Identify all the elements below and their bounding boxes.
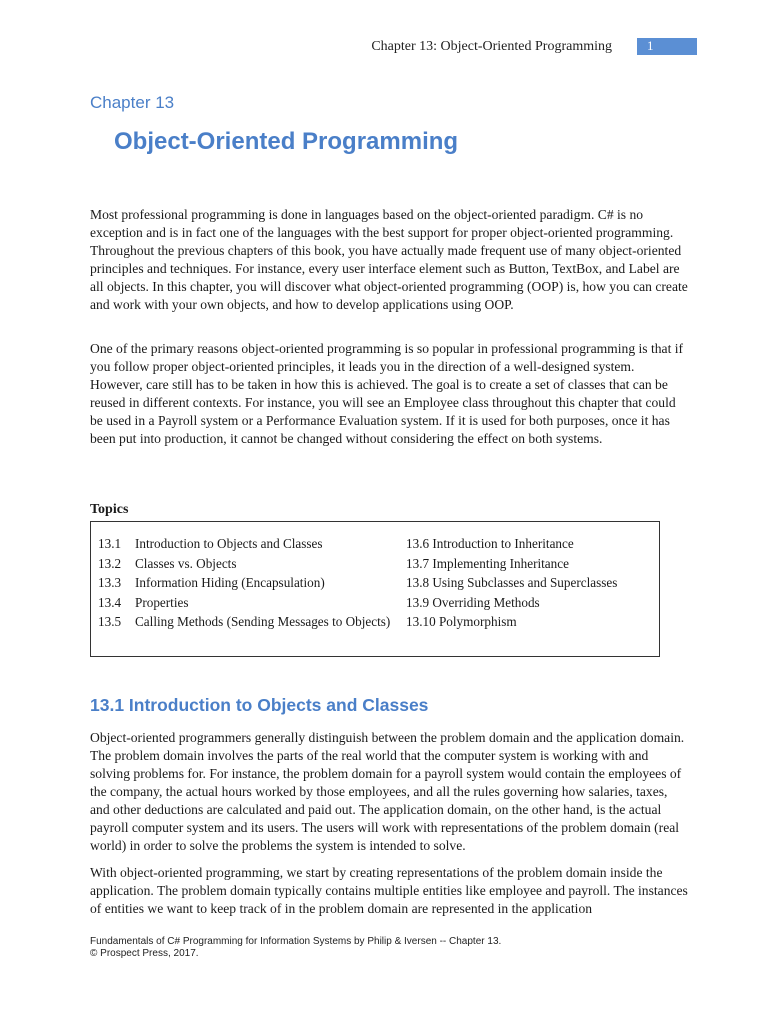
page-footer — [90, 936, 501, 960]
topic-title: Classes vs. Objects — [135, 555, 237, 571]
page-number-badge — [637, 38, 697, 55]
topic-title: Properties — [135, 594, 189, 610]
topic-title: Calling Methods (Sending Messages to Objects) — [135, 614, 391, 629]
chapter-title: Object-Oriented Programming — [114, 128, 459, 155]
topics-right-column — [406, 536, 656, 634]
topics-box — [90, 521, 660, 657]
topic-item[interactable] — [98, 595, 398, 611]
topic-item[interactable]: 13.9 Overriding Methods — [406, 594, 540, 610]
topic-number: 13.1 — [98, 536, 122, 551]
topic-item[interactable] — [98, 575, 398, 591]
topic-number: 13.2 — [98, 555, 122, 571]
running-header-title: Chapter 13: Object-Oriented Programming — [371, 39, 612, 54]
topic-item[interactable]: 13.10 Polymorphism — [406, 614, 517, 629]
topic-number: 13.5 — [98, 614, 122, 629]
page-header — [0, 37, 768, 57]
topic-number: 13.3 — [98, 575, 122, 590]
topic-item[interactable] — [98, 614, 398, 630]
topic-item[interactable]: 13.7 Implementing Inheritance — [406, 555, 569, 571]
topics-left-column — [98, 536, 398, 634]
topic-item[interactable] — [98, 536, 398, 552]
section-heading: 13.1 Introduction to Objects and Classes — [90, 695, 429, 715]
topic-item[interactable]: 13.6 Introduction to Inheritance — [406, 536, 574, 551]
topic-item[interactable] — [98, 556, 398, 572]
topics-heading: Topics — [90, 502, 129, 517]
topic-item[interactable]: 13.8 Using Subclasses and Superclasses — [406, 575, 618, 590]
chapter-label: Chapter 13 — [90, 93, 175, 112]
footer-citation: Fundamentals of C# Programming for Information Systems by Philip & Iversen -- Chapter 13. — [90, 936, 502, 947]
intro-paragraph-2: One of the primary reasons object-oriented programming is so popular in professional programming is that if you follow proper object-oriented principles, it leads you in the direction of a well-designed system. However, care still has to be taken in how this is achieved. The goal is to create a set of classes that can be reused in different contexts. For instance, you will see an Employee class throughout this chapter that could be used in a Payroll system or a Performance Evaluation system. If it is used for both purposes, once it has been put into production, it cannot be changed without considering the effect on both systems. — [90, 341, 684, 446]
topic-number: 13.4 — [98, 594, 122, 610]
section-paragraph-1: Object-oriented programmers generally distinguish between the problem domain and the application domain. The problem domain involves the parts of the real world that the computer system is working with and solving problems for. For instance, the problem domain for a payroll system would contain the employees of the company, the actual hours worked by those employees, and all the rules governing how salaries, taxes, and other deductions are calculated and paid out. The application domain, on the other hand, is the actual payroll computer system and its users. The users will work with representations of the problem domain (real world) in order to solve the problems the system is intended to solve. — [90, 730, 685, 853]
intro-paragraph-1: Most professional programming is done in languages based on the object-oriented paradigm. C# is no exception and is in fact one of the languages with the best support for proper object-oriented programming. Throughout the previous chapters of this book, you have actually made frequent use of many object-oriented principles and techniques. For instance, every user interface element such as Button, TextBox, and Label are all objects. In this chapter, you will discover what object-oriented programming (OOP) is, how you can create and work with your own objects, and how to develop applications using OOP. — [90, 207, 688, 312]
footer-copyright: © Prospect Press, 2017. — [90, 948, 199, 959]
topic-title: Introduction to Objects and Classes — [135, 536, 323, 551]
page-number: 1 — [647, 38, 654, 53]
topic-title: Information Hiding (Encapsulation) — [135, 575, 325, 590]
section-paragraph-2: With object-oriented programming, we start by creating representations of the problem domain inside the application. The problem domain typically contains multiple entities like employee and payroll. The instances of entities we want to keep track of in the problem domain are represented in the application — [90, 865, 688, 916]
